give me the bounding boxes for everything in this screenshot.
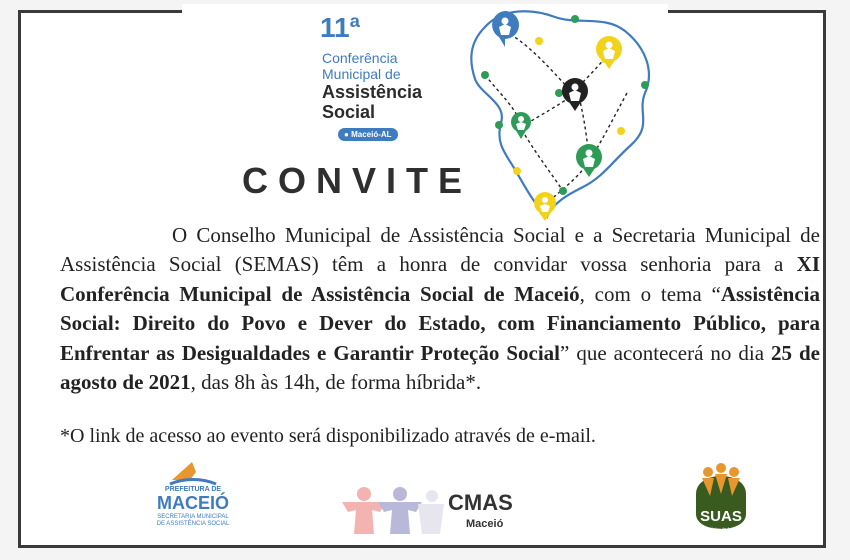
conference-logo xyxy=(316,12,436,142)
body-date-lead: ” que acontecerá no dia xyxy=(560,340,771,365)
logo-location: Maceió-AL xyxy=(351,130,392,139)
prefeitura-label: PREFEITURA DE xyxy=(164,486,222,493)
cmas-emblem-icon xyxy=(336,484,444,540)
person-pin-yellow-bottom-icon xyxy=(534,192,556,221)
prefeitura-name: MACEIÓ xyxy=(157,493,229,513)
body-theme: Assistência Social: Direito do Povo e Dever do Estado, com Financiamento Público, para Enfrentar as Desigualdades e Garantir Proteção Social xyxy=(60,281,820,365)
body-time: , das 8h às 14h, de forma híbrida*. xyxy=(190,370,482,395)
prefeitura-maceio-logo xyxy=(150,458,236,540)
access-link-note: *O link de acesso ao evento será disponibilizado através de e-mail. xyxy=(60,425,596,447)
body-theme-lead: , com o tema “ xyxy=(579,281,721,306)
cmas-logo xyxy=(336,484,526,540)
logo-line-3: Assistência xyxy=(322,82,423,102)
person-pin-blue-icon xyxy=(492,11,519,47)
cmas-city: Maceió xyxy=(466,518,504,530)
logo-location-badge xyxy=(338,128,398,141)
logo-edition: 11ª xyxy=(320,12,360,43)
body-conference-name: XI Conferência Municipal de Assistência Social de Maceió xyxy=(60,252,820,306)
logo-line-1: Conferência xyxy=(322,50,398,66)
cmas-name: CMAS xyxy=(448,490,513,515)
invitation-body xyxy=(60,221,820,397)
body-date: 25 de agosto de 2021 xyxy=(60,340,820,395)
invitation-title: CONVITE xyxy=(242,160,473,201)
location-pin-icon: ● xyxy=(344,130,349,139)
person-pin-green-small-icon xyxy=(511,112,531,139)
prefeitura-sub-2: DE ASSISTÊNCIA SOCIAL xyxy=(156,521,230,527)
prefeitura-emblem-icon xyxy=(150,458,236,488)
prefeitura-sub-1: SECRETARIA MUNICIPAL xyxy=(157,514,229,520)
logo-line-4: Social xyxy=(322,102,376,122)
body-intro: O Conselho Municipal de Assistência Social e a Secretaria Municipal de Assistência Social (SEMAS) têm a honra de convidar vossa senhoria para a xyxy=(60,223,820,277)
logo-line-2: Municipal de xyxy=(322,66,401,82)
suas-logo xyxy=(686,462,756,544)
suas-name: SUAS xyxy=(700,508,742,525)
suas-subtitle: Sistema Único de Assistência Social xyxy=(694,526,748,536)
person-pin-black-icon xyxy=(562,78,588,111)
brazil-map-illustration xyxy=(455,5,665,225)
